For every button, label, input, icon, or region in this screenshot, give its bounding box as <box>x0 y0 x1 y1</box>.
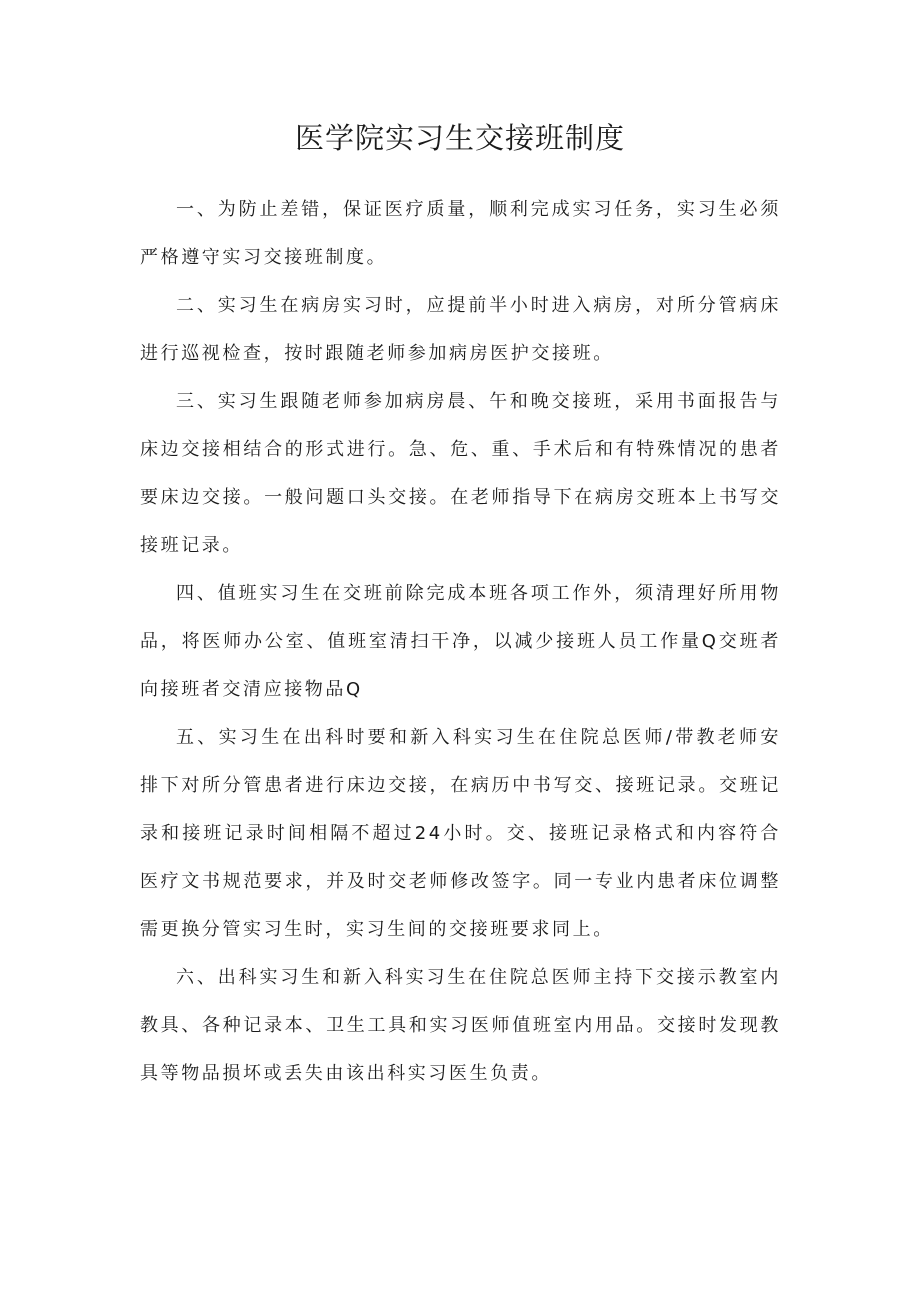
paragraph-5: 五、实习生在出科时要和新入科实习生在住院总医师/带教老师安排下对所分管患者进行床边交接，在病历中书写交、接班记录。交班记录和接班记录时间相隔不超过24小时。交、接班记录格式和内容符合医疗文书规范要求，并及时交老师修改签字。同一专业内患者床位调整需更换分管实习生时，实习生间的交接班要求同上。 <box>140 727 781 940</box>
document-title: 医学院实习生交接班制度 <box>294 121 625 155</box>
paragraph-2: 二、实习生在病房实习时，应提前半小时进入病房，对所分管病床进行巡视检查，按时跟随老师参加病房医护交接班。 <box>140 295 781 364</box>
paragraph-6: 六、出科实习生和新入科实习生在住院总医师主持下交接示教室内教具、各种记录本、卫生工具和实习医师值班室内用品。交接时发现教具等物品损坏或丢失由该出科实习医生负责。 <box>140 967 781 1084</box>
paragraph-4: 四、值班实习生在交班前除完成本班各项工作外，须清理好所用物品，将医师办公室、值班室清扫干净，以减少接班人员工作量Q交班者向接班者交清应接物品Q <box>140 583 781 700</box>
document-body <box>140 186 781 1098</box>
paragraph-3: 三、实习生跟随老师参加病房晨、午和晚交接班，采用书面报告与床边交接相结合的形式进行。急、危、重、手术后和有特殊情况的患者要床边交接。一般问题口头交接。在老师指导下在病房交班本上书写交接班记录。 <box>140 391 781 556</box>
paragraph-1: 一、为防止差错，保证医疗质量，顺利完成实习任务，实习生必须严格遵守实习交接班制度。 <box>140 199 781 268</box>
